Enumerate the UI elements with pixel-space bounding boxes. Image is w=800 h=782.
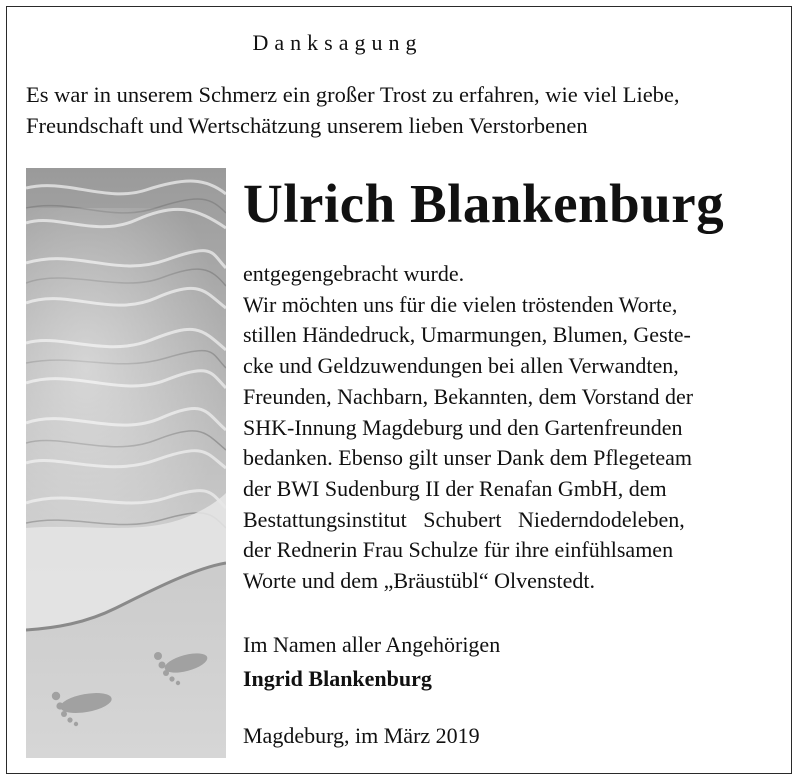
body-line: Wir möchten uns für die vielen tröstenden Worte, (243, 291, 678, 317)
body-line: der BWI Sudenburg II der Renafan GmbH, dem (243, 475, 667, 501)
deceased-name: Ulrich Blankenburg (243, 173, 725, 234)
body-line: entgegengebracht wurde. (243, 261, 465, 286)
signatory-name: Ingrid Blankenburg (243, 666, 432, 691)
body-line: Worte und dem „Bräustübl“ Olvenstedt. (243, 568, 595, 594)
body-line: Freunden, Nachbarn, Bekannten, dem Vorstand der (243, 383, 694, 409)
on-behalf-line: Im Namen aller Angehörigen (243, 632, 501, 657)
beach-footprints-image (26, 168, 226, 758)
body-line: cke und Geldzuwendungen bei allen Verwandten, (243, 353, 679, 379)
body-line: stillen Händedruck, Umarmungen, Blumen, Geste- (243, 322, 691, 348)
body-line: Bestattungsinstitut Schubert Niederndodeleben, (243, 506, 685, 532)
thanks-body-text (243, 259, 775, 597)
notice-heading: Danksagung (252, 30, 423, 55)
intro-line-2: Freundschaft und Wertschätzung unserem lieben Verstorbenen (26, 113, 588, 138)
body-line: der Rednerin Frau Schulze für ihre einfühlsamen (243, 537, 674, 563)
intro-line-1: Es war in unserem Schmerz ein großer Trost zu erfahren, wie viel Liebe, (26, 82, 680, 107)
intro-text (26, 79, 776, 141)
body-line: bedanken. Ebenso gilt unser Dank dem Pflegeteam (243, 445, 693, 471)
place-and-date: Magdeburg, im März 2019 (243, 723, 480, 748)
body-line: SHK-Innung Magdeburg und den Gartenfreunden (243, 414, 683, 440)
